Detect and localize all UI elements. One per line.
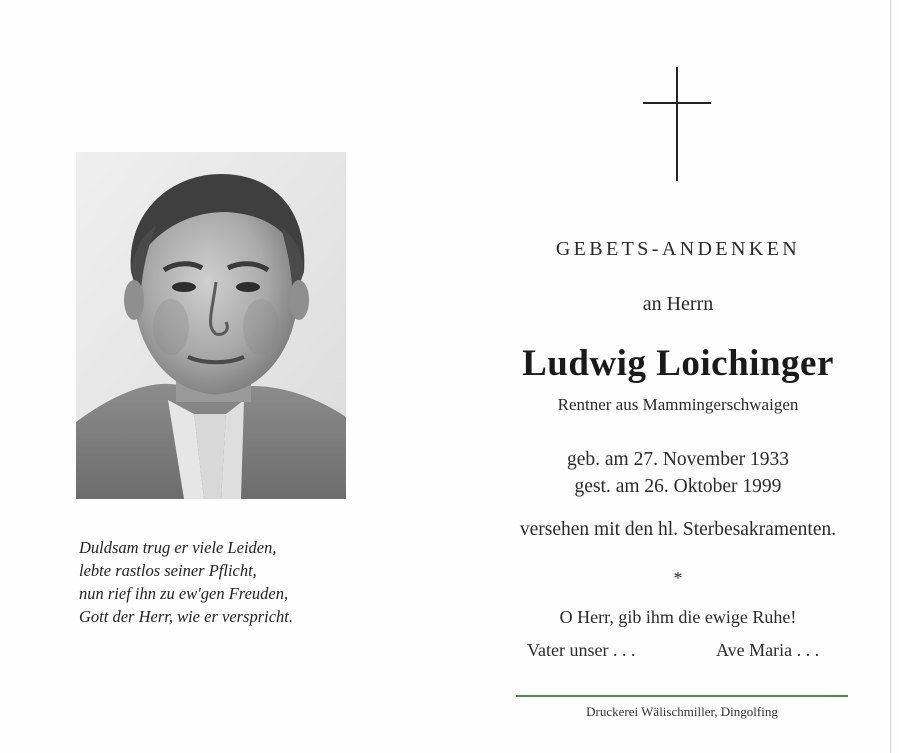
birth-date: geb. am 27. November 1933 [566, 449, 790, 470]
separator-asterisk: * [673, 568, 683, 588]
divider-rule [516, 695, 848, 697]
cross-vertical-bar [676, 67, 678, 181]
printer-credit: Druckerei Wälischmiller, Dingolfing [586, 704, 778, 719]
occupation: Rentner aus Mammingerschwaigen [557, 395, 799, 414]
prayer-ave-maria: Ave Maria . . . [716, 640, 820, 660]
poem-line-1: Duldsam trug er viele Leiden, [79, 538, 277, 557]
portrait-image [76, 152, 346, 499]
card-title: GEBETS-ANDENKEN [555, 238, 801, 260]
prayer-vater-unser: Vater unser . . . [527, 640, 636, 660]
poem-line-4: Gott der Herr, wie er verspricht. [79, 607, 294, 626]
poem-line-3: nun rief ihn zu ew'gen Freuden, [79, 584, 289, 603]
scan-edge-line [890, 0, 891, 753]
cross-horizontal-bar [643, 102, 711, 104]
sacraments-note: versehen mit den hl. Sterbesakramenten. [519, 519, 837, 540]
salutation: an Herrn [642, 293, 714, 315]
deceased-name: Ludwig Loichinger [522, 343, 834, 384]
prayer-line: O Herr, gib ihm die ewige Ruhe! [559, 607, 797, 627]
poem-line-2: lebte rastlos seiner Pflicht, [79, 561, 257, 580]
poem [79, 536, 379, 628]
death-date: gest. am 26. Oktober 1999 [574, 476, 782, 497]
cross-icon [643, 67, 711, 181]
portrait-photo [76, 152, 346, 499]
